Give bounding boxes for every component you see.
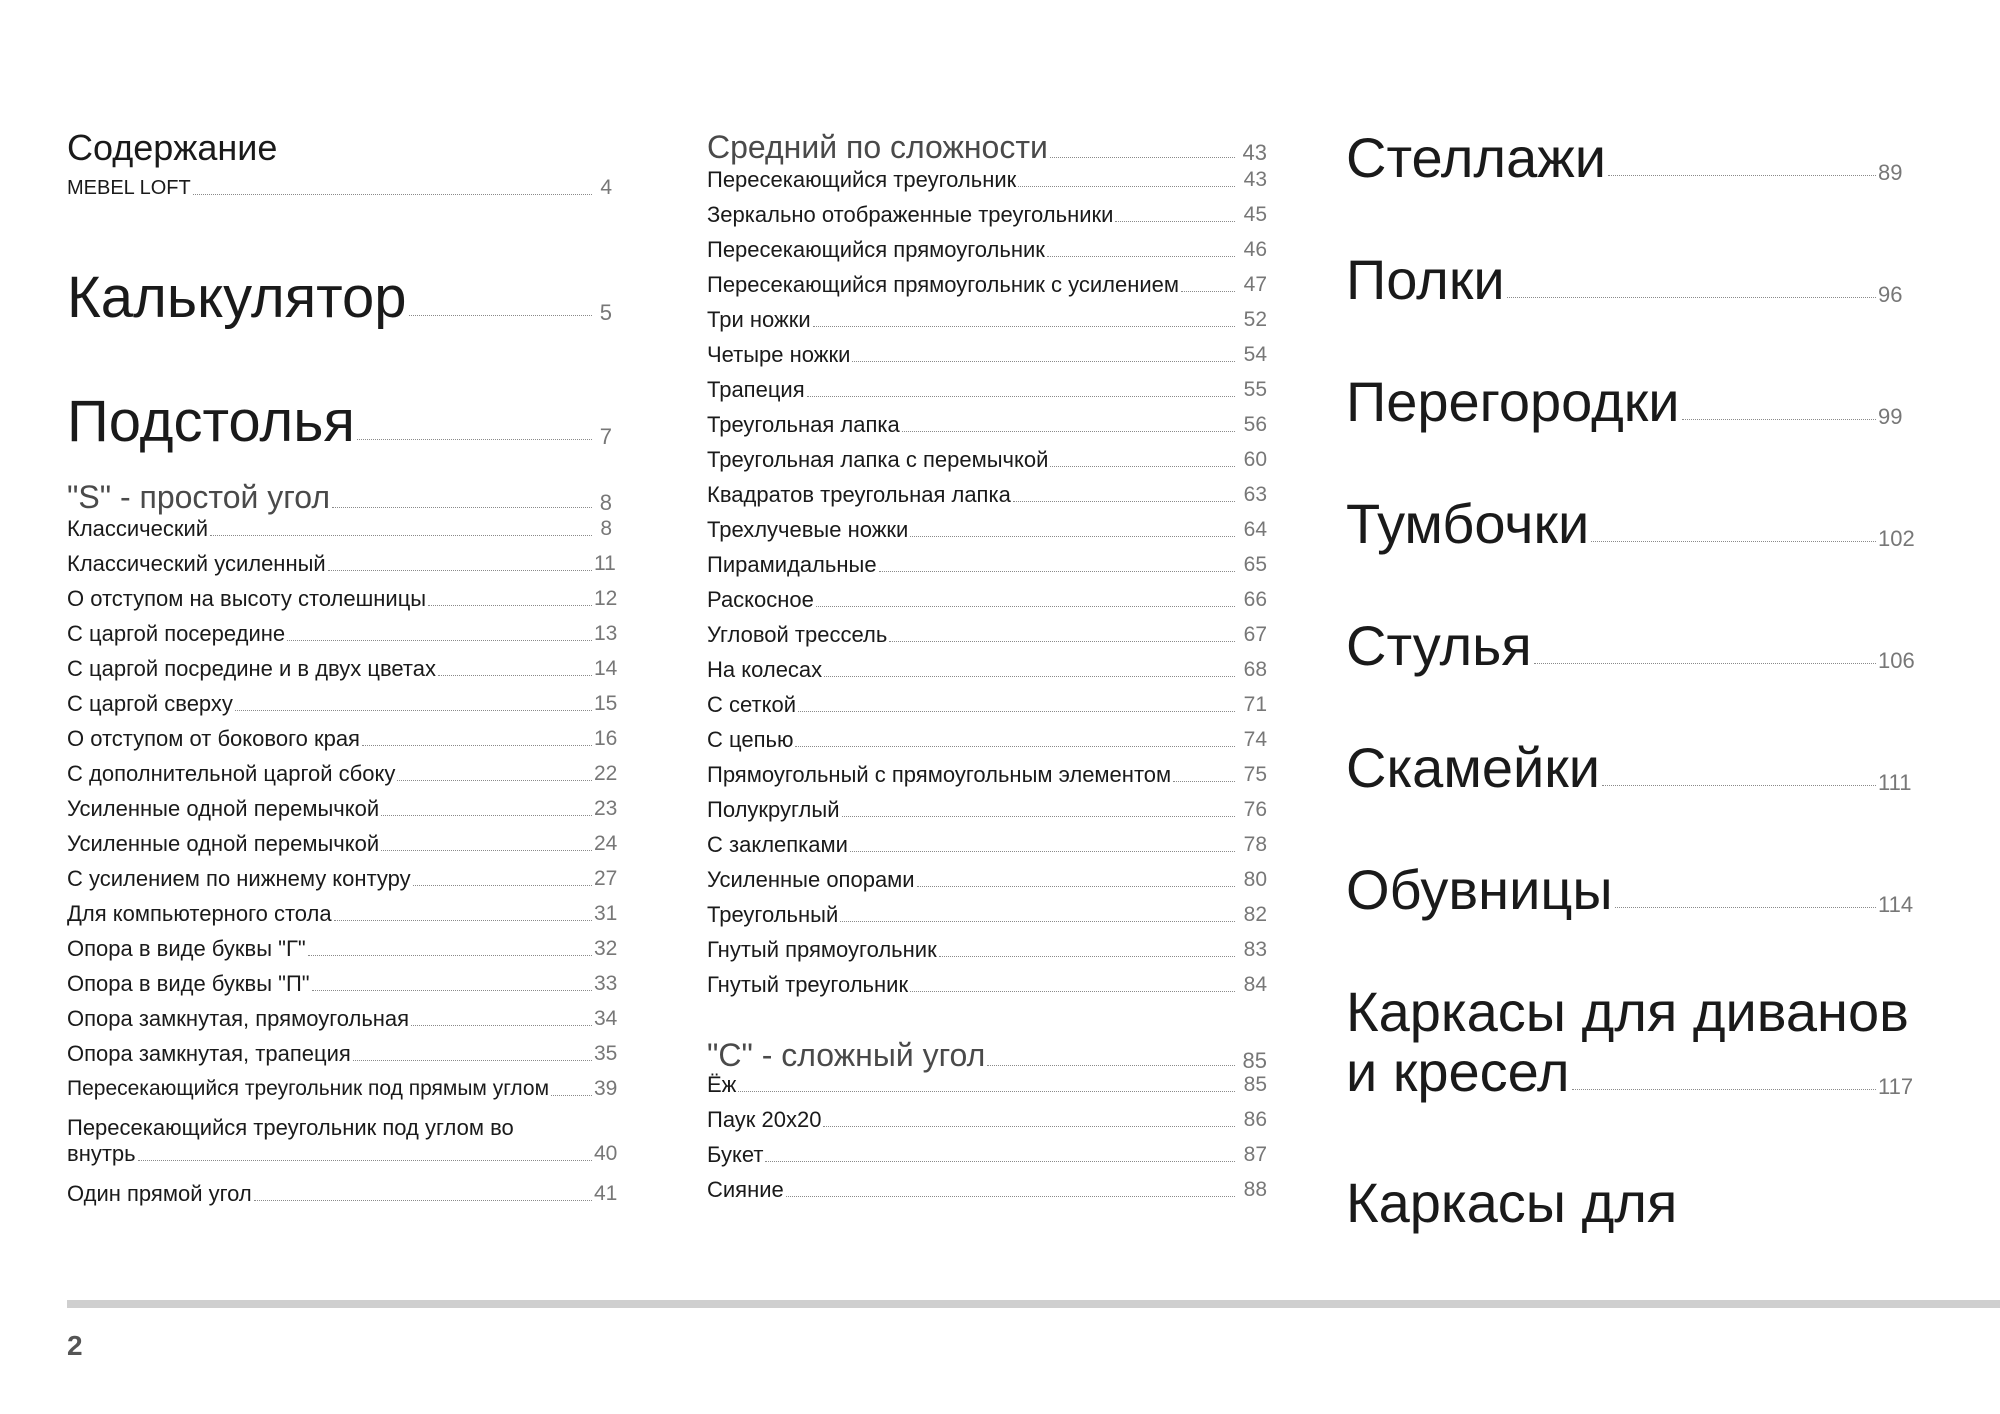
dot-leader xyxy=(1050,157,1235,158)
toc-entry-label: С царгой посередине xyxy=(67,621,286,646)
toc-entry-label: Треугольная лапка xyxy=(707,412,900,437)
toc-entry[interactable] xyxy=(707,167,1267,193)
toc-entry-page: 76 xyxy=(1243,798,1267,821)
toc-entry-label: Букет xyxy=(707,1142,764,1167)
toc-entry[interactable] xyxy=(67,1181,618,1207)
dot-leader xyxy=(1615,907,1876,908)
toc-entry-label: Опора замкнутая, прямоугольная xyxy=(67,1006,410,1031)
toc-entry[interactable] xyxy=(67,971,618,997)
toc-entry[interactable] xyxy=(67,726,618,752)
dot-leader xyxy=(889,641,1235,642)
dot-leader xyxy=(1572,1089,1876,1090)
dot-leader xyxy=(1115,221,1235,222)
dot-leader xyxy=(1181,291,1235,292)
toc-entry[interactable] xyxy=(707,727,1267,753)
dot-leader xyxy=(381,815,592,816)
dot-leader xyxy=(850,851,1235,852)
dot-leader xyxy=(1682,419,1876,420)
toc-entry-label: Опора в виде буквы "Г" xyxy=(67,936,306,961)
toc-entry-label: Пересекающийся прямоугольник с усилением xyxy=(707,272,1180,297)
toc-entry-page: 39 xyxy=(594,1077,618,1100)
toc-entry-page: 54 xyxy=(1243,343,1267,366)
dot-leader xyxy=(852,361,1235,362)
toc-entry-page: 106 xyxy=(1878,648,1915,673)
toc-entry-label: Четыре ножки xyxy=(707,342,851,367)
toc-entry[interactable] xyxy=(67,831,618,857)
toc-entry-label: Прямоугольный с прямоугольным элементом xyxy=(707,762,1172,787)
toc-entry-page: 15 xyxy=(594,692,618,715)
dot-leader xyxy=(287,640,592,641)
dot-leader xyxy=(816,606,1235,607)
dot-leader xyxy=(1602,785,1876,786)
toc-entry-page: 16 xyxy=(594,727,618,750)
dot-leader xyxy=(1018,186,1235,187)
toc-entry-sofa-frames-line2 xyxy=(1346,1042,1916,1102)
toc-entry-label: Усиленные одной перемычкой xyxy=(67,796,380,821)
toc-entry-page: 64 xyxy=(1243,518,1267,541)
toc-entry[interactable] xyxy=(707,307,1267,333)
toc-entry-partial[interactable] xyxy=(1346,1173,1916,1233)
toc-entry-label: Пересекающийся треугольник xyxy=(707,167,1017,192)
dot-leader xyxy=(357,439,592,440)
toc-entry-label: "C" - сложный угол xyxy=(707,1037,986,1073)
toc-entry-page: 33 xyxy=(594,972,618,995)
toc-entry-page: 117 xyxy=(1878,1074,1914,1099)
toc-entry-label: С цепью xyxy=(707,727,794,752)
toc-entry-page: 74 xyxy=(1243,728,1267,751)
toc-entry-label: Паук 20х20 xyxy=(707,1107,822,1132)
toc-entry[interactable] xyxy=(67,1076,618,1102)
toc-section-simple[interactable] xyxy=(67,480,612,514)
toc-entry-label: Угловой трессель xyxy=(707,622,888,647)
toc-entry-label: Трапеция xyxy=(707,377,805,402)
toc-entry[interactable] xyxy=(707,552,1267,578)
toc-entry-nightstands[interactable] xyxy=(1346,494,1916,554)
toc-entry-label-line2: внутрь xyxy=(67,1141,136,1166)
dot-leader xyxy=(551,1095,592,1096)
toc-entry-page: 65 xyxy=(1243,553,1267,576)
dot-leader xyxy=(193,194,592,195)
toc-entry-label: Для компьютерного стола xyxy=(67,901,332,926)
dot-leader xyxy=(765,1161,1235,1162)
dot-leader xyxy=(798,711,1235,712)
toc-entry[interactable] xyxy=(707,202,1267,228)
toc-entry-page: 40 xyxy=(594,1142,618,1165)
toc-entry[interactable] xyxy=(67,621,618,647)
toc-entry-page: 46 xyxy=(1243,238,1267,261)
toc-entry-page: 66 xyxy=(1243,588,1267,611)
toc-entry-label: "S" - простой угол xyxy=(67,479,331,515)
dot-leader xyxy=(381,850,592,851)
toc-entry[interactable] xyxy=(707,377,1267,403)
toc-entry-page: 5 xyxy=(599,300,612,325)
dot-leader xyxy=(813,326,1235,327)
toc-entry[interactable] xyxy=(707,237,1267,263)
toc-entry[interactable] xyxy=(67,1041,618,1067)
toc-entry-page: 78 xyxy=(1243,833,1267,856)
dot-leader xyxy=(409,315,592,316)
toc-entry-page: 8 xyxy=(600,517,612,540)
toc-entry-page: 96 xyxy=(1878,282,1903,307)
toc-entry-page: 47 xyxy=(1243,273,1267,296)
toc-entry-wrapped-line2 xyxy=(67,1141,618,1167)
toc-entry[interactable] xyxy=(67,586,618,612)
toc-entry-page: 24 xyxy=(594,832,618,855)
toc-entry-label: Пересекающийся прямоугольник xyxy=(707,237,1045,262)
toc-entry-label: Пересекающийся треугольник под прямым углом xyxy=(67,1077,550,1100)
dot-leader xyxy=(362,745,592,746)
toc-entry[interactable] xyxy=(707,1072,1267,1098)
dot-leader xyxy=(413,885,592,886)
toc-entry-label: Квадратов треугольная лапка xyxy=(707,482,1011,507)
toc-entry[interactable] xyxy=(707,902,1267,928)
toc-entry-label: Треугольный xyxy=(707,902,839,927)
toc-entry-page: 12 xyxy=(594,587,618,610)
toc-entry-label: С царгой посредине и в двух цветах xyxy=(67,656,436,681)
dot-leader xyxy=(1050,466,1235,467)
toc-entry[interactable] xyxy=(707,272,1267,298)
toc-entry-label: Перегородки xyxy=(1346,370,1680,433)
toc-entry-label-line2: и кресел xyxy=(1346,1040,1570,1103)
toc-entry-page: 43 xyxy=(1242,140,1267,165)
toc-entry-label: Обувницы xyxy=(1346,858,1613,921)
toc-entry-label: Один прямой угол xyxy=(67,1181,252,1206)
dot-leader xyxy=(334,920,592,921)
toc-title: Содержание xyxy=(67,127,278,168)
toc-entry-page: 60 xyxy=(1243,448,1267,471)
toc-entry-page: 68 xyxy=(1243,658,1267,681)
toc-entry-page: 88 xyxy=(1243,1178,1267,1201)
toc-entry-label: Опора в виде буквы "П" xyxy=(67,971,310,996)
toc-entry[interactable] xyxy=(67,691,618,717)
dot-leader xyxy=(1507,297,1876,298)
toc-entry-page: 14 xyxy=(594,657,618,680)
dot-leader xyxy=(842,816,1236,817)
toc-entry[interactable] xyxy=(67,516,612,542)
toc-entry-label: Стеллажи xyxy=(1346,126,1606,189)
toc-entry-sofa-frames[interactable] xyxy=(1346,982,1916,1102)
toc-entry[interactable] xyxy=(707,832,1267,858)
toc-entry-chairs[interactable] xyxy=(1346,616,1916,676)
toc-entry[interactable] xyxy=(707,937,1267,963)
dot-leader xyxy=(1173,781,1235,782)
toc-entry-page: 114 xyxy=(1878,892,1914,917)
toc-entry[interactable] xyxy=(707,1177,1267,1203)
toc-entry-page: 75 xyxy=(1243,763,1267,786)
toc-entry-label: Средний по сложности xyxy=(707,129,1048,165)
toc-entry-page: 41 xyxy=(594,1182,618,1205)
toc-entry-page: 56 xyxy=(1243,413,1267,436)
toc-entry[interactable] xyxy=(707,797,1267,823)
toc-entry-shelves[interactable] xyxy=(1346,250,1916,310)
dot-leader xyxy=(1047,256,1235,257)
page-number: 2 xyxy=(67,1330,83,1361)
toc-entry-page: 8 xyxy=(599,490,612,515)
toc-entry[interactable] xyxy=(707,1142,1267,1168)
dot-leader xyxy=(411,1025,592,1026)
dot-leader xyxy=(438,675,592,676)
dot-leader xyxy=(397,780,592,781)
toc-entry[interactable] xyxy=(707,342,1267,368)
toc-entry[interactable] xyxy=(67,796,618,822)
dot-leader xyxy=(138,1160,592,1161)
toc-entry-label: Усиленные опорами xyxy=(707,867,915,892)
dot-leader xyxy=(879,571,1235,572)
toc-entry-label: Трехлучевые ножки xyxy=(707,517,909,542)
dot-leader xyxy=(1013,501,1235,502)
toc-entry-label: MEBEL LOFT xyxy=(67,177,191,199)
toc-entry-label: Классический усиленный xyxy=(67,551,326,576)
toc-entry-page: 35 xyxy=(594,1042,618,1065)
toc-entry-label: Ёж xyxy=(707,1072,737,1097)
dot-leader xyxy=(308,955,592,956)
toc-entry-label: Сияние xyxy=(707,1177,784,1202)
toc-entry-label: С усилением по нижнему контуру xyxy=(67,866,411,891)
dot-leader xyxy=(428,605,592,606)
dot-leader xyxy=(917,886,1235,887)
toc-entry-page: 87 xyxy=(1243,1143,1267,1166)
toc-entry-page: 86 xyxy=(1243,1108,1267,1131)
toc-entry-label: На колесах xyxy=(707,657,823,682)
dot-leader xyxy=(987,1065,1235,1066)
toc-entry-label: Пирамидальные xyxy=(707,552,877,577)
toc-entry-page: 4 xyxy=(600,176,612,199)
dot-leader xyxy=(823,1126,1235,1127)
toc-entry-page: 13 xyxy=(594,622,618,645)
toc-entry-page: 80 xyxy=(1243,868,1267,891)
toc-section-complex[interactable] xyxy=(707,1038,1267,1072)
toc-entry[interactable] xyxy=(707,517,1267,543)
toc-entry-wrapped[interactable] xyxy=(67,1115,618,1167)
toc-entry-page: 67 xyxy=(1243,623,1267,646)
toc-entry-label: Опора замкнутая, трапеция xyxy=(67,1041,351,1066)
toc-entry-page: 89 xyxy=(1878,160,1903,185)
toc-heading xyxy=(67,128,612,168)
toc-entry-page: 34 xyxy=(594,1007,618,1030)
toc-entry-page: 52 xyxy=(1243,308,1267,331)
toc-entry[interactable] xyxy=(707,587,1267,613)
dot-leader xyxy=(353,1060,592,1061)
toc-entry-label: Тумбочки xyxy=(1346,492,1590,555)
footer-rule xyxy=(67,1300,2000,1308)
toc-entry-racks[interactable] xyxy=(1346,128,1916,188)
dot-leader xyxy=(1608,175,1876,176)
toc-entry-label: Подстолья xyxy=(67,389,355,454)
toc-entry[interactable] xyxy=(67,901,618,927)
toc-entry-page: 85 xyxy=(1242,1048,1267,1073)
toc-entry-page: 45 xyxy=(1243,203,1267,226)
toc-entry[interactable] xyxy=(67,656,618,682)
dot-leader xyxy=(254,1200,592,1201)
toc-entry[interactable] xyxy=(707,622,1267,648)
toc-entry-page: 85 xyxy=(1243,1073,1267,1096)
toc-entry-page: 27 xyxy=(594,867,618,890)
toc-entry-shoe-racks[interactable] xyxy=(1346,860,1916,920)
toc-entry-page: 11 xyxy=(594,552,616,575)
dot-leader xyxy=(312,990,592,991)
toc-entry-brand[interactable] xyxy=(67,175,612,201)
toc-entry-label: Полукруглый xyxy=(707,797,840,822)
toc-entry-label: Гнутый прямоугольник xyxy=(707,937,937,962)
toc-entry-label: О отступом на высоту столешницы xyxy=(67,586,427,611)
toc-entry[interactable] xyxy=(707,972,1267,998)
toc-entry[interactable] xyxy=(707,692,1267,718)
toc-entry-label: С царгой сверху xyxy=(67,691,233,716)
toc-entry-label: Классический xyxy=(67,516,209,541)
dot-leader xyxy=(210,535,592,536)
toc-entry-podstolya[interactable] xyxy=(67,389,612,454)
toc-entry-label: Калькулятор xyxy=(67,265,407,330)
toc-entry[interactable] xyxy=(67,936,618,962)
toc-entry-page: 32 xyxy=(594,937,618,960)
toc-entry-page: 84 xyxy=(1243,973,1267,996)
toc-entry-page: 55 xyxy=(1243,378,1267,401)
dot-leader xyxy=(786,1196,1235,1197)
toc-entry-label-line1: Каркасы для диванов xyxy=(1346,980,1909,1043)
toc-entry-label: Гнутый треугольник xyxy=(707,972,909,997)
toc-entry-page: 111 xyxy=(1878,770,1912,795)
dot-leader xyxy=(824,676,1235,677)
toc-entry-label: Треугольная лапка с перемычкой xyxy=(707,447,1049,472)
toc-entry-page: 71 xyxy=(1243,693,1267,716)
dot-leader xyxy=(939,956,1235,957)
toc-entry-label: С сеткой xyxy=(707,692,796,717)
toc-entry[interactable] xyxy=(67,866,618,892)
toc-section-medium[interactable] xyxy=(707,130,1267,164)
dot-leader xyxy=(328,570,592,571)
toc-entry-page: 99 xyxy=(1878,404,1903,429)
dot-leader xyxy=(902,431,1235,432)
dot-leader xyxy=(807,396,1235,397)
toc-entry[interactable] xyxy=(707,1107,1267,1133)
toc-entry-label: Зеркально отображенные треугольники xyxy=(707,202,1114,227)
dot-leader xyxy=(1591,541,1876,542)
dot-leader xyxy=(1534,663,1876,664)
toc-entry-page: 7 xyxy=(599,424,612,449)
toc-entry-label: С дополнительной царгой сбоку xyxy=(67,761,396,786)
toc-entry[interactable] xyxy=(67,551,616,577)
toc-entry-label: С заклепками xyxy=(707,832,848,857)
toc-entry[interactable] xyxy=(707,657,1267,683)
toc-entry-label-line1: Пересекающийся треугольник под углом во xyxy=(67,1115,514,1140)
toc-entry-page: 22 xyxy=(594,762,618,785)
dot-leader xyxy=(332,507,592,508)
toc-entry[interactable] xyxy=(707,447,1267,473)
toc-entry-page: 63 xyxy=(1243,483,1267,506)
dot-leader xyxy=(738,1091,1235,1092)
toc-entry-page: 43 xyxy=(1243,168,1267,191)
toc-entry[interactable] xyxy=(707,867,1267,893)
toc-entry-page: 23 xyxy=(594,797,618,820)
dot-leader xyxy=(840,921,1235,922)
dot-leader xyxy=(235,710,592,711)
toc-entry-page: 82 xyxy=(1243,903,1267,926)
dot-leader xyxy=(910,536,1235,537)
toc-entry-partitions[interactable] xyxy=(1346,372,1916,432)
toc-entry-benches[interactable] xyxy=(1346,738,1916,798)
toc-entry-page: 31 xyxy=(594,902,618,925)
toc-entry-calculator[interactable] xyxy=(67,265,612,330)
toc-entry-page: 102 xyxy=(1878,526,1915,551)
toc-entry-label: О отступом от бокового края xyxy=(67,726,360,751)
toc-entry-label: Три ножки xyxy=(707,307,811,332)
toc-entry[interactable] xyxy=(707,762,1267,788)
toc-entry-label: Усиленные одной перемычкой xyxy=(67,831,380,856)
toc-entry[interactable] xyxy=(707,482,1267,508)
toc-entry-label: Стулья xyxy=(1346,614,1532,677)
toc-entry-label: Скамейки xyxy=(1346,736,1601,799)
dot-leader xyxy=(910,991,1235,992)
toc-entry-label: Полки xyxy=(1346,248,1505,311)
toc-entry-label: Раскосное xyxy=(707,587,814,612)
toc-entry[interactable] xyxy=(67,1006,618,1032)
toc-entry[interactable] xyxy=(67,761,618,787)
toc-entry-label: Каркасы для xyxy=(1346,1171,1678,1234)
toc-entry-page: 83 xyxy=(1243,938,1267,961)
toc-entry[interactable] xyxy=(707,412,1267,438)
dot-leader xyxy=(795,746,1235,747)
